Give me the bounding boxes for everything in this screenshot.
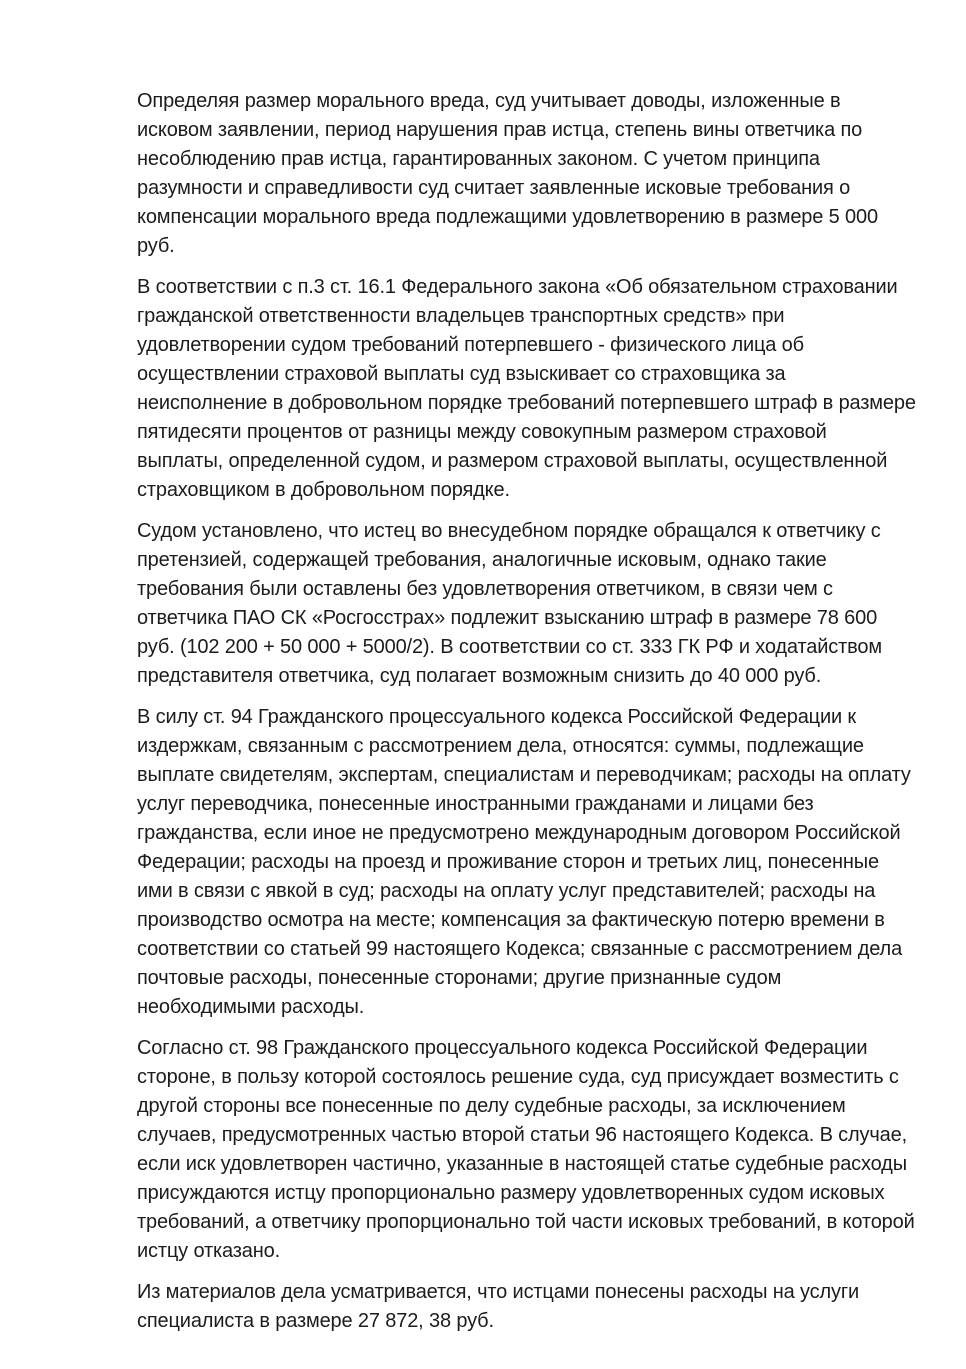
document-body <box>137 87 917 1348</box>
paragraph-osago-law: В соответствии с п.3 ст. 16.1 Федерального закона «Об обязательном страховании гражданской ответственности владельцев транспортных средств» при удовлетворении судом требований потерпевшего - физического лица об осуществлении страховой выплаты суд взыскивает со страховщика за неисполнение в добровольном порядке требований потерпевшего штраф в размере пятидесяти процентов от разницы между совокупным размером страховой выплаты, определенной судом, и размером страховой выплаты, осуществленной страховщиком в добровольном порядке. <box>137 276 916 501</box>
paragraph-moral-damage: Определяя размер морального вреда, суд учитывает доводы, изложенные в исковом заявлении, период нарушения прав истца, степень вины ответчика по несоблюдению прав истца, гарантированных законом. С учетом принципа разумности и справедливости суд считает заявленные исковые требования о компенсации морального вреда подлежащими удовлетворению в размере 5 000 руб. <box>137 90 878 257</box>
paragraph-article-94: В силу ст. 94 Гражданского процессуального кодекса Российской Федерации к издержкам, связанным с рассмотрением дела, относятся: суммы, подлежащие выплате свидетелям, экспертам, специалистам и переводчикам; расходы на оплату услуг переводчика, понесенные иностранными гражданами и лицами без гражданства, если иное не предусмотрено международным договором Российской Федерации; расходы на проезд и проживание сторон и третьих лиц, понесенные ими в связи с явкой в суд; расходы на оплату услуг представителей; расходы на производство осмотра на месте; компенсация за фактическую потерю времени в соответствии со статьей 99 настоящего Кодекса; связанные с рассмотрением дела почтовые расходы, понесенные сторонами; другие признанные судом необходимыми расходы. <box>137 706 911 1018</box>
paragraph-article-98: Согласно ст. 98 Гражданского процессуального кодекса Российской Федерации стороне, в пользу которой состоялось решение суда, суд присуждает возместить с другой стороны все понесенные по делу судебные расходы, за исключением случаев, предусмотренных частью второй статьи 96 настоящего Кодекса. В случае, если иск удовлетворен частично, указанные в настоящей статье судебные расходы присуждаются истцу пропорционально размеру удовлетворенных судом исковых требований, а ответчику пропорционально той части исковых требований, в которой истцу отказано. <box>137 1037 915 1262</box>
paragraph-specialist-costs: Из материалов дела усматривается, что истцами понесены расходы на услуги специалиста в размере 27 872, 38 руб. <box>137 1281 860 1332</box>
paragraph-penalty: Судом установлено, что истец во внесудебном порядке обращался к ответчику с претензией, содержащей требования, аналогичные исковым, однако такие требования были оставлены без удовлетворения ответчиком, в связи чем с ответчика ПАО СК «Росгосстрах» подлежит взысканию штраф в размере 78 600 руб. (102 200 + 50 000 + 5000/2). В соответствии со ст. 333 ГК РФ и ходатайством представителя ответчика, суд полагает возможным снизить до 40 000 руб. <box>137 520 882 687</box>
